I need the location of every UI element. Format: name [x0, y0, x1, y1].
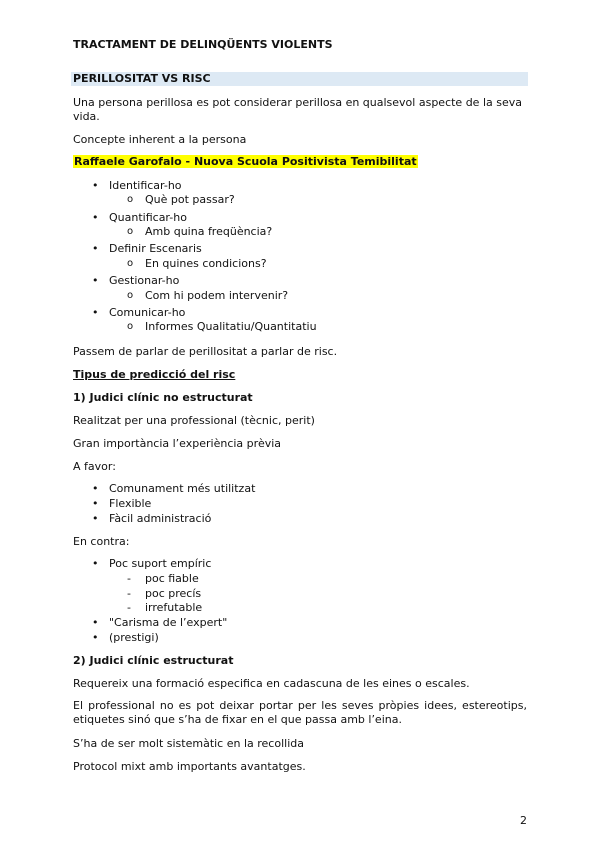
paragraph-requereix: Requereix una formació especifica en cadascuna de les eines o escales. [73, 677, 470, 690]
dash-bullet-icon: - [127, 601, 131, 614]
sub-list-item-label: Amb quina freqüència? [145, 225, 273, 238]
sub-list-item-label: En quines condicions? [145, 257, 267, 270]
paragraph-concepte: Concepte inherent a la persona [73, 133, 247, 146]
document-title: TRACTAMENT DE DELINQÜENTS VIOLENTS [73, 38, 333, 51]
contra-label: En contra: [73, 535, 130, 548]
list-item-label: Comunicar-ho [109, 306, 186, 319]
bullet-icon: • [92, 306, 99, 319]
list-item-label: Comunament més utilitzat [109, 482, 256, 495]
bullet-icon: • [92, 179, 99, 192]
sub-list-item-label: Què pot passar? [145, 193, 235, 206]
paragraph-passem: Passem de parlar de perillositat a parlar de risc. [73, 345, 338, 358]
list-item-label: Quantificar-ho [109, 211, 187, 224]
list-item-label: Definir Escenaris [109, 242, 202, 255]
sub-list-item-label: poc fiable [145, 572, 199, 585]
circle-bullet-icon: o [127, 226, 134, 237]
paragraph-sistematic: S’ha de ser molt sistemàtic en la recollida [73, 737, 304, 750]
paragraph-realitzat: Realitzat per una professional (tècnic, perit) [73, 414, 315, 427]
bullet-icon: • [92, 274, 99, 287]
bullet-icon: • [92, 557, 99, 570]
paragraph-perillosa: Una persona perillosa es pot considerar perillosa en qualsevol aspecte de la seva vida. [73, 96, 522, 123]
sub-list-item-label: poc precís [145, 587, 202, 600]
highlighted-text: Raffaele Garofalo - Nuova Scuola Positivista Temibilitat [74, 155, 417, 168]
highlight-line [73, 155, 527, 169]
heading-no-estructurat: 1) Judici clínic no estructurat [73, 391, 253, 404]
dash-bullet-icon: - [127, 572, 131, 585]
sub-list-item-label: irrefutable [145, 601, 203, 614]
list-item-label: Identificar-ho [109, 179, 182, 192]
sub-list-item-label: Informes Qualitatiu/Quantitatiu [145, 320, 317, 333]
bullet-icon: • [92, 512, 99, 525]
list-item-label: Poc suport empíric [109, 557, 212, 570]
bullet-icon: • [92, 242, 99, 255]
bullet-icon: • [92, 631, 99, 644]
bullet-icon: • [92, 211, 99, 224]
list-item-label: (prestigi) [109, 631, 159, 644]
bullet-icon: • [92, 616, 99, 629]
dash-bullet-icon: - [127, 587, 131, 600]
circle-bullet-icon: o [127, 321, 134, 332]
paragraph-protocol: Protocol mixt amb importants avantatges. [73, 760, 306, 773]
page-number: 2 [520, 814, 527, 827]
list-item-label: Flexible [109, 497, 152, 510]
list-item-label: Fàcil administració [109, 512, 212, 525]
favor-label: A favor: [73, 460, 116, 473]
section-heading: PERILLOSITAT VS RISC [71, 72, 528, 86]
bullet-icon: • [92, 482, 99, 495]
heading-estructurat: 2) Judici clínic estructurat [73, 654, 234, 667]
circle-bullet-icon: o [127, 290, 134, 301]
paragraph-importancia: Gran importància l’experiència prèvia [73, 437, 282, 450]
list-item-label: Gestionar-ho [109, 274, 180, 287]
list-item-label: "Carisma de l’expert" [109, 616, 228, 629]
circle-bullet-icon: o [127, 258, 134, 269]
bullet-icon: • [92, 497, 99, 510]
paragraph-professional: El professional no es pot deixar portar per les seves pròpies idees, estereotips, etiquetes sinó que s’ha de fixar en el que passa amb l’eina. [73, 699, 527, 726]
sub-list-item-label: Com hi podem intervenir? [145, 289, 289, 302]
circle-bullet-icon: o [127, 194, 134, 205]
prediction-heading: Tipus de predicció del risc [73, 368, 236, 381]
